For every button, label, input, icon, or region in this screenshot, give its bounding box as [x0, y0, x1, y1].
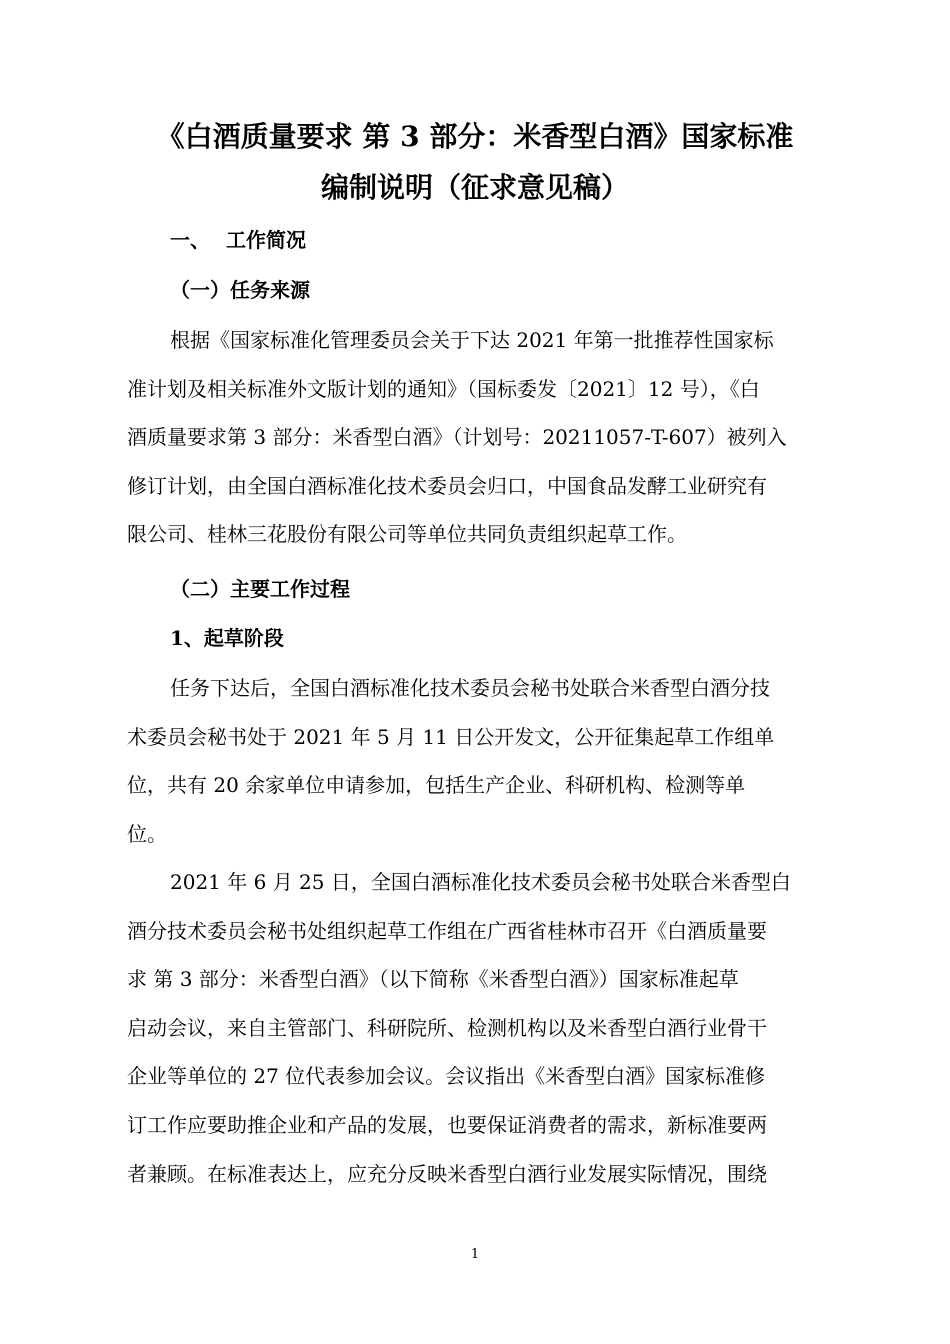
document-title-line-1: 《白酒质量要求 第 3 部分：米香型白酒》国家标准: [156, 120, 794, 153]
paragraph-line: 订工作应要助推企业和产品的发展，也要保证消费者的需求，新标准要两: [127, 1112, 767, 1137]
subsection-heading-task-source: （一）任务来源: [170, 278, 310, 302]
paragraph-line: 限公司、桂林三花股份有限公司等单位共同负责组织起草工作。: [127, 522, 687, 547]
paragraph-line: 者兼顾。在标准表达上，应充分反映米香型白酒行业发展实际情况，围绕: [127, 1161, 767, 1186]
paragraph-line: 酒分技术委员会秘书处组织起草工作组在广西省桂林市召开《白酒质量要: [127, 918, 767, 943]
paragraph-kickoff-meeting: [127, 858, 847, 1198]
paragraph-line: 任务下达后，全国白酒标准化技术委员会秘书处联合米香型白酒分技: [170, 676, 770, 700]
paragraph-drafting-call: [127, 664, 847, 858]
item-heading-drafting-stage: 1、起草阶段: [170, 626, 284, 650]
document-title-line-2: 编制说明（征求意见稿）: [320, 171, 629, 204]
paragraph-line: 2021 年 6 月 25 日，全国白酒标准化技术委员会秘书处联合米香型白: [170, 870, 791, 894]
paragraph-line: 准计划及相关标准外文版计划的通知》（国标委发〔2021〕12 号），《白: [127, 376, 760, 401]
paragraph-line: 术委员会秘书处于 2021 年 5 月 11 日公开发文，公开征集起草工作组单: [127, 724, 775, 749]
paragraph-line: 位。: [127, 821, 167, 846]
section-number: 一、: [170, 228, 210, 252]
paragraph-line: 企业等单位的 27 位代表参加会议。会议指出《米香型白酒》国家标准修: [127, 1064, 766, 1089]
page-number: 1: [470, 1247, 480, 1262]
paragraph-line: 启动会议，来自主管部门、科研院所、检测机构以及米香型白酒行业骨干: [127, 1015, 767, 1040]
paragraph-line: 根据《国家标准化管理委员会关于下达 2021 年第一批推荐性国家标: [170, 328, 774, 352]
paragraph-line: 酒质量要求第 3 部分：米香型白酒》（计划号：20211057-T-607）被列入: [127, 425, 787, 450]
paragraph-line: 求 第 3 部分：米香型白酒》（以下简称《米香型白酒》）国家标准起草: [127, 967, 739, 992]
paragraph-line: 修订计划，由全国白酒标准化技术委员会归口，中国食品发酵工业研究有: [127, 473, 767, 498]
subsection-heading-main-work-process: （二）主要工作过程: [170, 577, 350, 601]
section-heading-work-overview: [170, 225, 306, 255]
section-title: 工作简况: [226, 228, 306, 252]
paragraph-line: 位，共有 20 余家单位申请参加，包括生产企业、科研机构、检测等单: [127, 773, 746, 798]
paragraph-task-source: [127, 316, 847, 559]
